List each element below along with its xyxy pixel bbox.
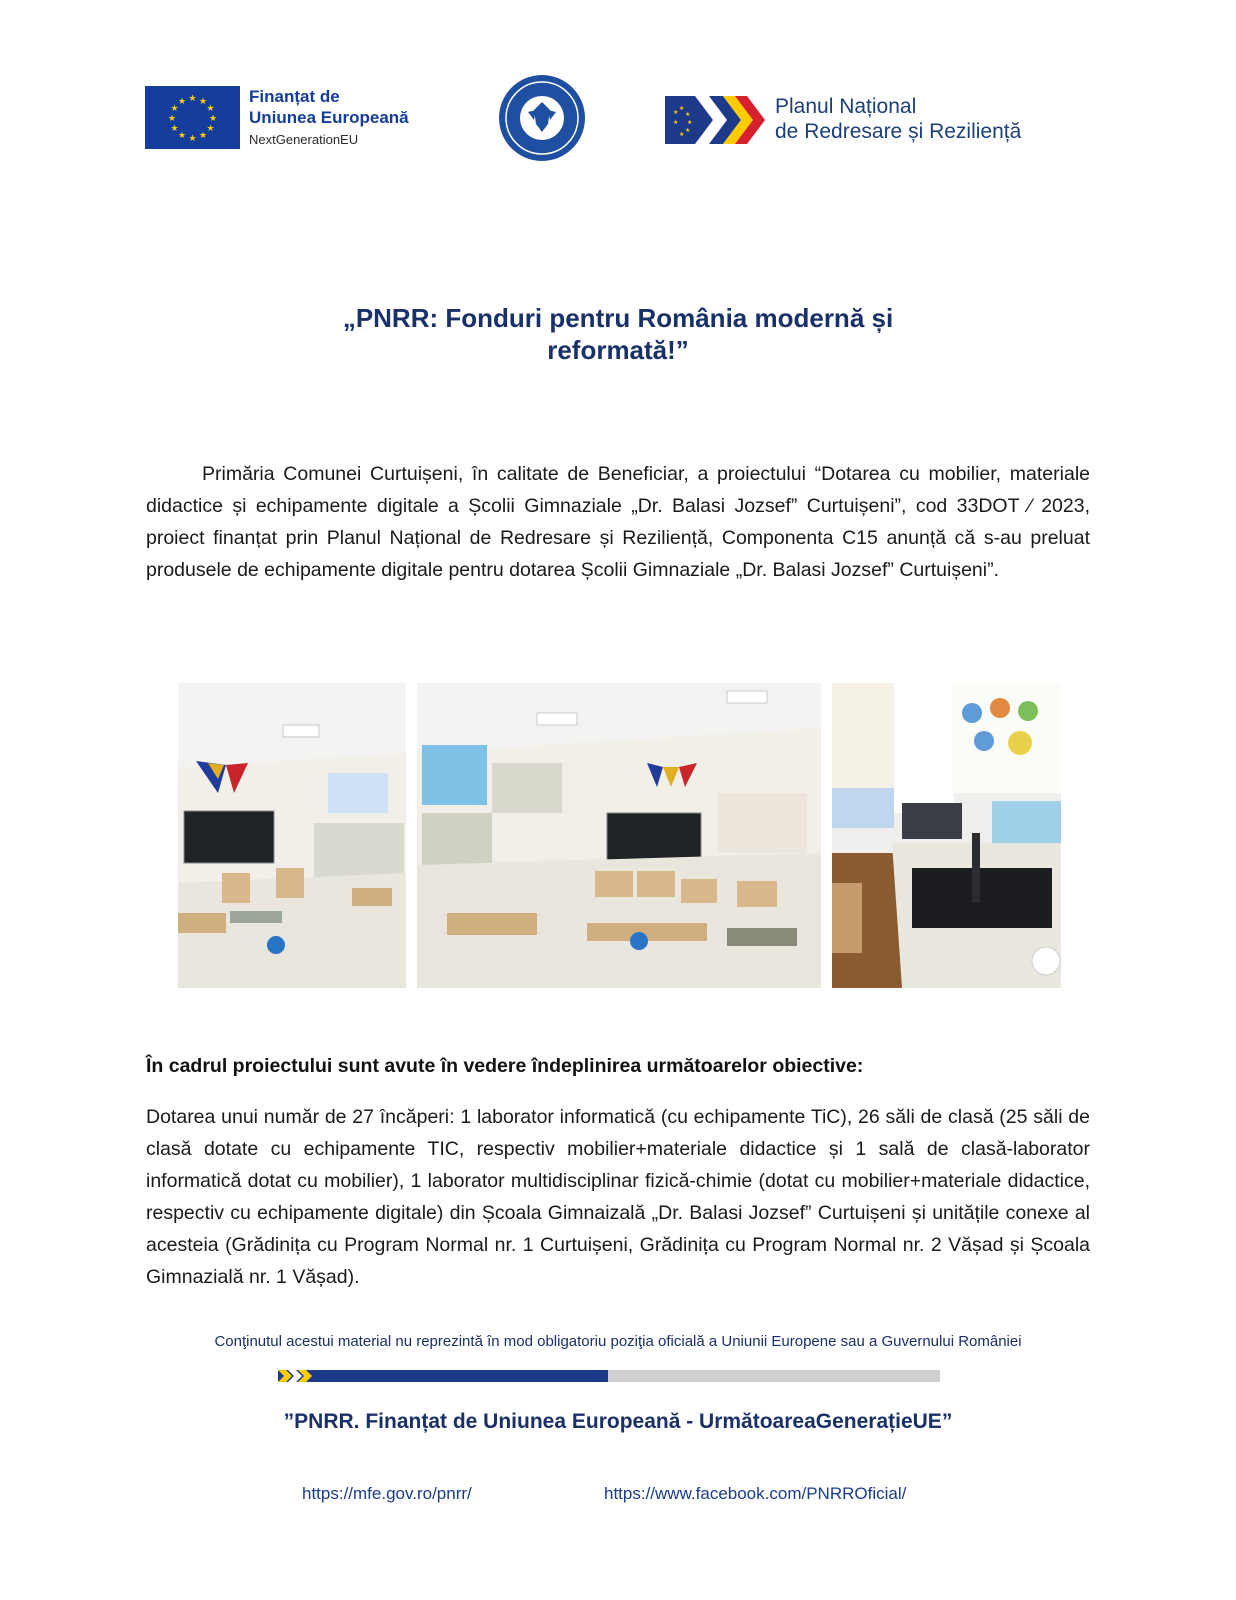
svg-text:★: ★ <box>687 119 693 126</box>
svg-text:★: ★ <box>198 97 208 107</box>
eu-logo-text <box>249 86 409 150</box>
svg-text:★: ★ <box>170 104 179 114</box>
svg-text:★: ★ <box>188 94 197 104</box>
footer-bar-grey <box>608 1370 940 1382</box>
classroom-photo-2 <box>417 683 821 988</box>
facebook-link[interactable]: https://www.facebook.com/PNRROficial/ <box>604 1484 907 1503</box>
svg-text:★: ★ <box>673 119 679 126</box>
svg-text:★: ★ <box>208 114 218 124</box>
svg-text:★: ★ <box>177 131 187 141</box>
pnrr-logo <box>665 88 1065 152</box>
svg-text:★: ★ <box>206 104 215 114</box>
page-title <box>200 302 1036 366</box>
svg-text:★: ★ <box>177 97 187 107</box>
svg-text:★: ★ <box>679 105 685 112</box>
svg-text:★: ★ <box>206 124 215 134</box>
title-line2: reformată!” <box>547 335 689 365</box>
objectives-paragraph: Dotarea unui număr de 27 încăperi: 1 laborator informatică (cu echipamente TiC), 26 săli de clasă (25 săli de clasă dotate cu echipamente TIC, respectiv mobilier+materiale didactice și 1 sală de clasă-laborator informatică dotat cu mobilier), 1 laborator multidisciplinar fizică-chimie (dotat cu mobilier+materiale didactice, respectiv cu echipamente digitale) din Școala Gimnaizală „Dr. Balasi Jozsef” Curtuișeni și unitățile conexe al acesteia (Grădinița cu Program Normal nr. 1 Curtuișeni, Grădinița cu Program Normal nr. 2 Vășad și Școala Gimnazială nr. 1 Vășad). <box>146 1106 1090 1288</box>
svg-text:★: ★ <box>167 114 177 124</box>
footer-arrows-icon <box>278 1370 318 1382</box>
svg-text:★: ★ <box>685 127 691 134</box>
eu-logo-line3: NextGenerationEU <box>249 132 359 147</box>
pnrr-logo-line1: Planul Național <box>775 95 917 118</box>
title-line1: „PNRR: Fonduri pentru România modernă și <box>342 303 894 333</box>
pnrr-logo-text <box>775 94 1021 144</box>
svg-text:★: ★ <box>170 124 179 134</box>
footer-slogan: ”PNRR. Finanțat de Uniunea Europeană - UrmătoareaGenerațieUE” <box>283 1410 953 1433</box>
pnrr-arrows-icon <box>665 88 765 152</box>
eu-logo-line1: Finanțat de <box>249 87 340 106</box>
classroom-photo-1 <box>178 683 406 988</box>
svg-text:★: ★ <box>685 111 691 118</box>
svg-text:★: ★ <box>673 109 679 116</box>
classroom-photo-3 <box>832 683 1061 988</box>
objectives-heading: În cadrul proiectului sunt avute în vedere îndeplinirea următoarelor obiective: <box>146 1055 864 1077</box>
svg-text:★: ★ <box>679 131 685 138</box>
government-seal-logo <box>498 74 586 162</box>
intro-paragraph: Primăria Comunei Curtuișeni, în calitate de Beneficiar, a proiectului “Dotarea cu mobilier, materiale didactice și echipamente digitale a Școlii Gimnaziale „Dr. Balasi Jozsef” Curtuișeni”, cod 33DOT ⁄ 2023, proiect finanțat prin Planul Național de Redresare și Reziliență, Componenta C15 anunță că s-au preluat produsele de echipamente digitale pentru dotarea Școlii Gimnaziale „Dr. Balasi Jozsef” Curtuișeni”. <box>146 463 1090 581</box>
eu-flag-icon <box>145 86 240 149</box>
footer-color-bar <box>278 1370 940 1382</box>
svg-text:★: ★ <box>198 131 208 141</box>
pnrr-logo-line2: de Redresare și Reziliență <box>775 120 1022 143</box>
disclaimer-text: Conţinutul acestui material nu reprezintă în mod obligatoriu poziţia oficială a Uniunii Europene sau a Guvernului României <box>214 1333 1022 1350</box>
eu-funding-logo <box>145 86 425 150</box>
footer-bar-blue <box>278 1370 608 1382</box>
eu-logo-line2: Uniunea Europeană <box>249 108 409 127</box>
pnrr-website-link[interactable]: https://mfe.gov.ro/pnrr/ <box>302 1484 472 1503</box>
svg-text:★: ★ <box>188 134 197 144</box>
